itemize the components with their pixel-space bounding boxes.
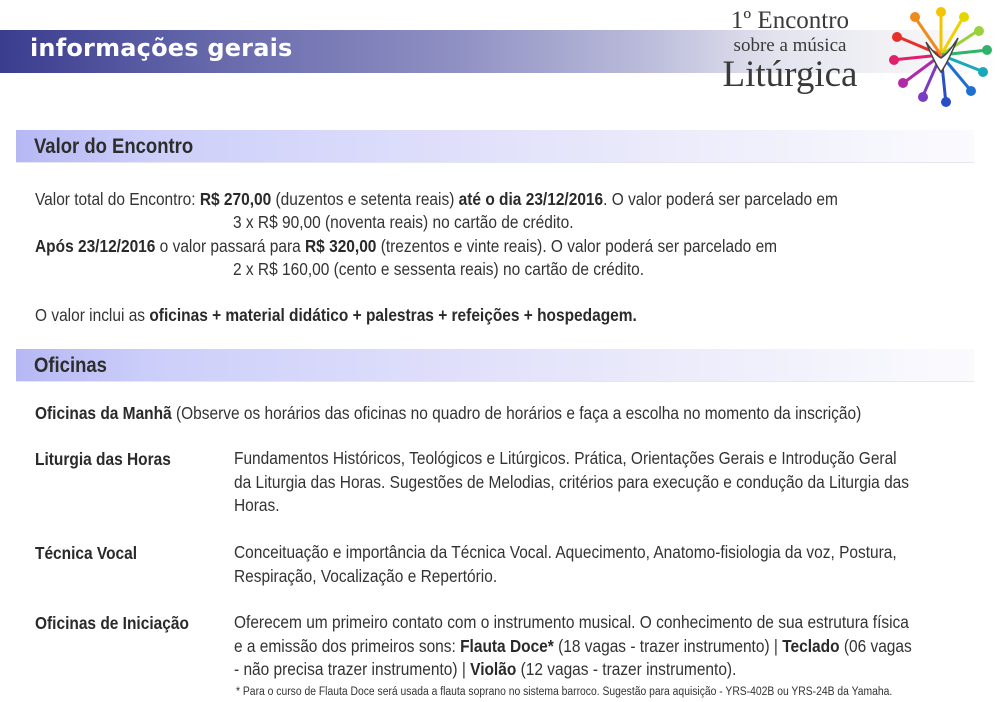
logo-line-2: sobre a música: [733, 35, 847, 56]
workshop-desc-liturgia: Fundamentos Históricos, Teológicos e Litúrgicos. Prática, Orientações Gerais e Introdução Geral da Liturgia das Horas. Sugestões de Melodias, critérios para execução e condução da Liturgia das Horas.: [234, 448, 910, 515]
event-logo-text: [700, 8, 880, 93]
logo-line-3: Litúrgica: [722, 54, 858, 95]
section-title: Valor do Encontro: [34, 135, 194, 158]
section-header-oficinas: [16, 349, 974, 382]
section-header-valor: [16, 130, 974, 163]
logo-line-1: 1º Encontro: [730, 7, 850, 34]
oficinas-intro: Oficinas da Manhã (Observe os horários das oficinas no quadro de horários e faça a escolha no momento da inscrição): [35, 403, 862, 423]
section-title: Oficinas: [34, 354, 107, 377]
price-includes: O valor inclui as oficinas + material didático + palestras + refeições + hospedagem.: [35, 305, 637, 325]
workshop-label-liturgia: Liturgia das Horas: [35, 449, 171, 469]
page-title: informações gerais: [30, 34, 293, 62]
workshop-desc-tecnica-vocal: Conceituação e importância da Técnica Vocal. Aquecimento, Anatomo-fisiologia da voz, Postura, Respiração, Vocalização e Repertório.: [234, 542, 897, 586]
price-line-1: Valor total do Encontro: R$ 270,00 (duzentos e setenta reais) até o dia 23/12/2016. O valor poderá ser parcelado em: [35, 189, 838, 209]
workshop-desc-iniciacao: Oferecem um primeiro contato com o instrumento musical. O conhecimento de sua estrutura física e a emissão dos primeiros sons: Flauta Doce* (18 vagas - trazer instrumento) | Teclado (06 vagas - não precisa trazer instrumento) | Violão (12 vagas - trazer instrumento).: [234, 612, 912, 679]
footnote: * Para o curso de Flauta Doce será usada a flauta soprano no sistema barroco. Sugestão para aquisição - YRS-402B ou YRS-24B da Yamaha.: [236, 686, 893, 698]
dove-with-musical-clefs-icon: [886, 2, 996, 108]
workshop-label-tecnica-vocal: Técnica Vocal: [35, 543, 138, 563]
price-line-2: 3 x R$ 90,00 (noventa reais) no cartão de crédito.: [233, 212, 574, 232]
price-line-4: 2 x R$ 160,00 (cento e sessenta reais) no cartão de crédito.: [233, 259, 645, 279]
price-line-3: Após 23/12/2016 o valor passará para R$ 320,00 (trezentos e vinte reais). O valor poderá ser parcelado em: [35, 236, 778, 256]
workshop-label-iniciacao: Oficinas de Iniciação: [35, 613, 189, 633]
